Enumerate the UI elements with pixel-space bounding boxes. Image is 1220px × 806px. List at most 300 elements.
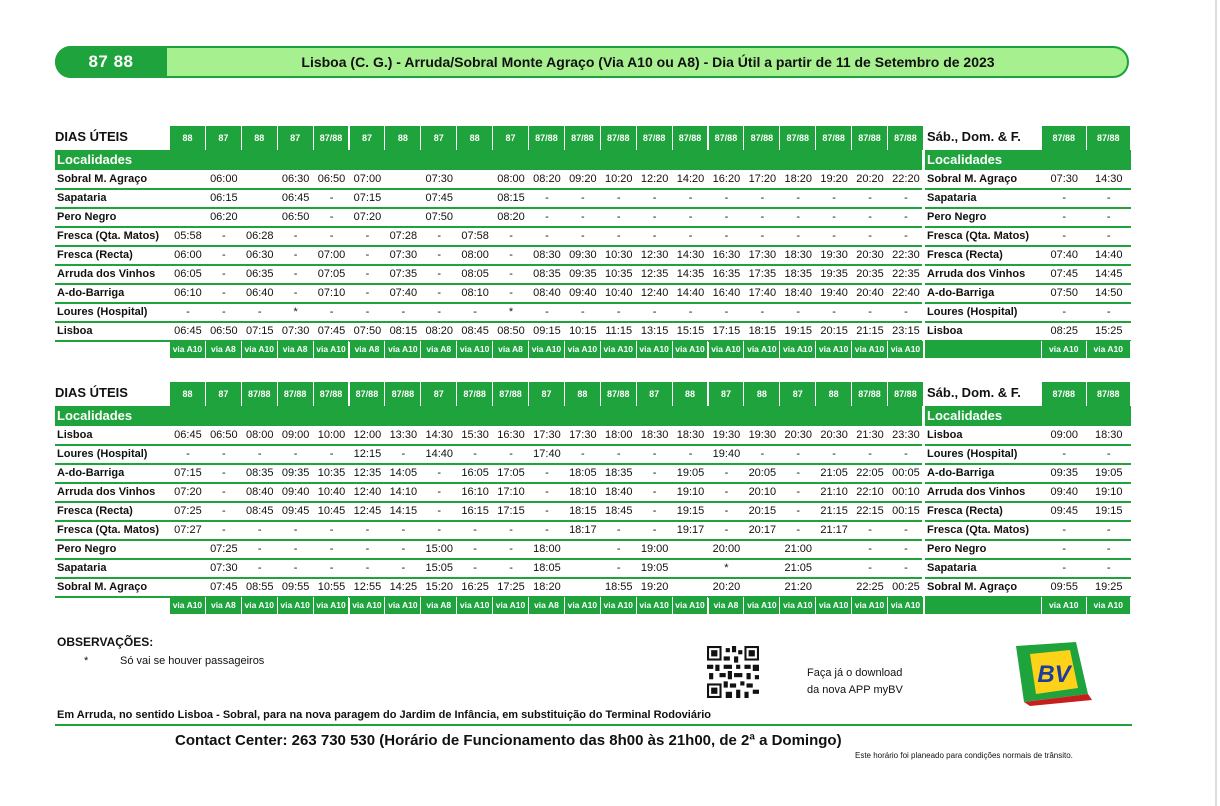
departure-time: 06:00 — [174, 249, 202, 261]
weekday-label: DIAS ÚTEIS — [55, 385, 128, 400]
departure-time: 20:30 — [856, 249, 884, 261]
via-cell: via A10 — [529, 341, 565, 358]
departure-time: - — [904, 448, 908, 460]
departure-time: 08:00 — [497, 173, 525, 185]
departure-time: 09:55 — [281, 581, 310, 593]
stop-name: Arruda dos Vinhos — [57, 268, 156, 280]
departure-time: - — [401, 524, 406, 536]
departure-time: 15:00 — [425, 543, 453, 555]
weekend-via-cell: via A10 — [1042, 341, 1087, 358]
departure-time: - — [832, 306, 836, 318]
weekend-departure-time: - — [1062, 543, 1067, 555]
departure-time: 08:40 — [245, 486, 274, 498]
departure-time: * — [508, 306, 514, 318]
route-header-cell: 88 — [385, 126, 421, 150]
page-edge — [1215, 0, 1217, 806]
weekend-departure-time: 19:25 — [1094, 581, 1123, 593]
departure-time: 07:40 — [389, 287, 418, 299]
departure-time: 08:05 — [461, 268, 489, 280]
departure-time: 17:30 — [533, 429, 561, 441]
departure-time: 06:15 — [210, 192, 238, 204]
departure-time: 22:15 — [856, 505, 884, 517]
via-cell: via A10 — [637, 597, 673, 614]
departure-time: 09:30 — [569, 249, 597, 261]
via-cell: via A10 — [457, 597, 493, 614]
departure-time: - — [401, 562, 406, 574]
departure-time: - — [796, 211, 801, 223]
departure-time: - — [329, 211, 334, 223]
route-header-cell: 88 — [673, 382, 709, 406]
departure-time: - — [724, 467, 729, 479]
departure-time: 18:40 — [604, 486, 633, 498]
departure-time: - — [257, 543, 262, 555]
weekend-departure-time: 09:35 — [1050, 467, 1079, 479]
departure-time: - — [796, 524, 801, 536]
departure-time: - — [616, 306, 621, 318]
departure-time: 20:15 — [748, 505, 777, 517]
departure-time: 06:10 — [174, 287, 202, 299]
departure-time: 16:15 — [461, 505, 489, 517]
departure-time: 06:45 — [174, 325, 202, 337]
departure-time: 19:40 — [712, 448, 741, 460]
departure-time: 18:05 — [569, 467, 597, 479]
route-header-cell: 88 — [170, 382, 206, 406]
departure-time: 14:30 — [425, 429, 453, 441]
departure-time: - — [796, 505, 801, 517]
via-cell: via A10 — [565, 597, 601, 614]
via-cell: via A10 — [170, 341, 206, 358]
route-header-cell: 87 — [709, 382, 745, 406]
departure-time — [744, 541, 780, 558]
route-header-cell: 87/88 — [314, 126, 350, 150]
departure-time: 06:20 — [210, 211, 238, 223]
departure-time: - — [760, 230, 765, 242]
departure-time: - — [545, 467, 549, 479]
weekend-departure-time: - — [1062, 562, 1067, 574]
departure-time — [565, 560, 601, 577]
route-header-cell: 87 — [350, 126, 386, 150]
departure-time: 22:40 — [892, 287, 920, 299]
weekend-departure-time: - — [1062, 448, 1067, 460]
departure-time: - — [760, 211, 765, 223]
departure-time: 18:20 — [784, 173, 812, 185]
departure-time: 00:10 — [892, 486, 920, 498]
departure-time: - — [401, 543, 406, 555]
departure-time: 19:00 — [640, 543, 669, 555]
departure-time: 10:30 — [604, 249, 633, 261]
departure-time: - — [868, 543, 872, 555]
weekend-departure-time: 14:30 — [1094, 173, 1123, 185]
departure-time: 07:58 — [461, 230, 489, 242]
departure-time: 18:05 — [533, 562, 561, 574]
via-cell: via A10 — [350, 597, 386, 614]
departure-time: - — [329, 192, 334, 204]
via-cell: via A10 — [170, 597, 206, 614]
departure-time: 22:30 — [892, 249, 920, 261]
departure-time: - — [365, 306, 370, 318]
via-cell: via A10 — [314, 341, 350, 358]
stop-row — [55, 209, 1131, 228]
departure-time: - — [437, 230, 442, 242]
departure-time: - — [688, 192, 693, 204]
departure-time: 18:35 — [604, 467, 633, 479]
departure-time: 12:35 — [640, 268, 669, 280]
departure-time — [457, 209, 493, 226]
departure-time: - — [581, 211, 585, 223]
departure-time: - — [222, 467, 226, 479]
departure-time: 07:10 — [317, 287, 346, 299]
via-cell: via A10 — [852, 597, 888, 614]
logo-text: BV — [1037, 661, 1071, 688]
via-cell: via A10 — [242, 597, 278, 614]
departure-time: - — [365, 268, 370, 280]
weekend-departure-time: 19:05 — [1094, 467, 1123, 479]
departure-time: - — [509, 524, 513, 536]
departure-time: - — [509, 230, 513, 242]
departure-time: 16:40 — [712, 287, 741, 299]
route-header-cell: 87/88 — [637, 126, 673, 150]
departure-time: - — [652, 467, 657, 479]
departure-time: 21:05 — [784, 562, 812, 574]
departure-time: 19:15 — [784, 325, 812, 337]
departure-time — [170, 579, 206, 596]
departure-time: 06:05 — [174, 268, 202, 280]
departure-time: - — [365, 543, 370, 555]
departure-time: 09:15 — [533, 325, 561, 337]
via-cell: via A10 — [314, 597, 350, 614]
departure-time: - — [581, 306, 585, 318]
departure-time: - — [652, 505, 657, 517]
stop-name: Pero Negro — [57, 211, 117, 223]
departure-time — [170, 541, 206, 558]
departure-time: 06:30 — [281, 173, 310, 185]
via-cell: via A10 — [816, 341, 852, 358]
route-header-cell: 87/88 — [852, 382, 888, 406]
via-cell: via A10 — [385, 341, 421, 358]
departure-time: 06:50 — [281, 211, 310, 223]
departure-time: - — [222, 505, 226, 517]
departure-time: 07:35 — [389, 268, 418, 280]
route-header-cell: 87/88 — [852, 126, 888, 150]
departure-time: 16:35 — [712, 268, 741, 280]
departure-time: 20:00 — [712, 543, 741, 555]
departure-time: 07:45 — [425, 192, 453, 204]
departure-time: 16:05 — [461, 467, 489, 479]
route-header-cell: 87/88 — [529, 126, 565, 150]
departure-time: 06:50 — [210, 325, 238, 337]
departure-time: 12:40 — [353, 486, 382, 498]
departure-time: 19:40 — [820, 287, 848, 299]
stop-name: Sapataria — [57, 192, 107, 204]
weekend-via-band — [925, 341, 1042, 358]
departure-time: 07:00 — [317, 249, 346, 261]
app-text-line1: Faça já o download — [807, 667, 903, 679]
stop-row — [55, 304, 1131, 323]
weekend-stop-name: A-do-Barriga — [927, 467, 995, 479]
departure-time: 18:30 — [784, 249, 812, 261]
departure-time: 09:20 — [569, 173, 597, 185]
departure-time: 00:05 — [892, 467, 920, 479]
weekend-via-cell: via A10 — [1087, 341, 1132, 358]
departure-time: 15:30 — [461, 429, 489, 441]
departure-time: - — [832, 448, 836, 460]
stop-row — [55, 228, 1131, 247]
departure-time: 20:30 — [820, 429, 848, 441]
departure-time: - — [652, 211, 657, 223]
departure-time: 19:30 — [820, 249, 848, 261]
route-header-cell: 88 — [457, 126, 493, 150]
stop-name: Lisboa — [57, 325, 93, 337]
stop-row — [55, 465, 1131, 484]
departure-time: 10:40 — [604, 287, 633, 299]
departure-time — [385, 209, 421, 226]
departure-time: 12:35 — [353, 467, 382, 479]
departure-time: 16:25 — [461, 581, 489, 593]
departure-time: 08:20 — [533, 173, 561, 185]
via-cell: via A8 — [493, 341, 529, 358]
departure-time: 07:15 — [174, 467, 202, 479]
qr-code-icon[interactable] — [707, 646, 759, 698]
stop-row — [55, 560, 1131, 579]
departure-time: - — [724, 211, 729, 223]
weekend-stop-name: Sobral M. Agraço — [927, 581, 1018, 593]
stop-name: Lisboa — [57, 429, 93, 441]
stop-name: A-do-Barriga — [57, 287, 125, 299]
departure-time: - — [796, 467, 801, 479]
departure-time: - — [401, 448, 406, 460]
route-header-cell: 87/88 — [888, 126, 924, 150]
departure-time — [816, 560, 852, 577]
weekend-departure-time: 14:50 — [1094, 287, 1123, 299]
departure-time: - — [509, 268, 513, 280]
departure-time: - — [616, 524, 621, 536]
departure-time: - — [796, 486, 801, 498]
contact-center: Contact Center: 263 730 530 (Horário de Funcionamento das 8h00 às 21h00, de 2ª a Domingo) — [175, 732, 842, 749]
departure-time: - — [222, 448, 226, 460]
departure-time: 19:20 — [820, 173, 848, 185]
departure-time: 23:15 — [892, 325, 920, 337]
route-title: Lisboa (C. G.) - Arruda/Sobral Monte Agraço (Via A10 ou A8) - Dia Útil a partir de 11 de Setembro de 2023 — [301, 54, 995, 70]
departure-time: 18:30 — [676, 429, 705, 441]
departure-time: 12:55 — [353, 581, 382, 593]
departure-time: - — [257, 306, 262, 318]
departure-time: 10:20 — [604, 173, 633, 185]
departure-time — [242, 209, 278, 226]
route-header-cell: 87 — [421, 126, 457, 150]
weekend-departure-time: 07:30 — [1050, 173, 1079, 185]
departure-time: 14:35 — [676, 268, 705, 280]
departure-time: - — [293, 448, 298, 460]
weekend-departure-time: - — [1106, 306, 1111, 318]
route-header-cell: 87 — [780, 382, 816, 406]
departure-time: - — [688, 211, 693, 223]
stop-name: Arruda dos Vinhos — [57, 486, 156, 498]
departure-time: 19:05 — [640, 562, 669, 574]
weekend-departure-time: 19:10 — [1094, 486, 1123, 498]
departure-time — [385, 190, 421, 207]
departure-time: - — [222, 287, 226, 299]
departure-time: - — [724, 192, 729, 204]
departure-time: 10:35 — [317, 467, 346, 479]
observations-symbol: * — [84, 655, 89, 667]
departure-time: 15:05 — [425, 562, 453, 574]
route-header-cell: 88 — [744, 382, 780, 406]
departure-time — [816, 579, 852, 596]
departure-time — [457, 171, 493, 188]
departure-time: 06:45 — [281, 192, 310, 204]
departure-time — [170, 209, 206, 226]
departure-time: - — [904, 543, 908, 555]
departure-time: - — [832, 230, 836, 242]
departure-time: 17:30 — [748, 249, 777, 261]
departure-time: 18:35 — [784, 268, 812, 280]
departure-time: 12:00 — [353, 429, 382, 441]
departure-time: - — [365, 524, 370, 536]
traffic-disclaimer: Este horário foi planeado para condições normais de trânsito. — [855, 751, 1073, 760]
via-cell: via A10 — [888, 341, 924, 358]
weekend-route-header-cell: 87/88 — [1087, 126, 1132, 150]
departure-time: - — [293, 268, 298, 280]
weekend-departure-time: - — [1062, 230, 1067, 242]
weekend-departure-time: - — [1106, 562, 1111, 574]
departure-time: - — [868, 211, 872, 223]
departure-time: 06:00 — [210, 173, 238, 185]
departure-time: 08:35 — [533, 268, 561, 280]
departure-time: 08:35 — [245, 467, 274, 479]
departure-time: 20:20 — [856, 173, 884, 185]
route-header-cell: 87 — [421, 382, 457, 406]
departure-time: - — [257, 524, 262, 536]
weekend-stop-name: Loures (Hospital) — [927, 448, 1018, 460]
departure-time: - — [581, 230, 585, 242]
departure-time: 12:20 — [640, 173, 669, 185]
departure-time: - — [652, 192, 657, 204]
departure-time: 22:25 — [856, 581, 884, 593]
departure-time: 08:10 — [461, 287, 489, 299]
departure-time: - — [724, 524, 729, 536]
departure-time: - — [222, 486, 226, 498]
departure-time: - — [222, 249, 226, 261]
departure-time: - — [401, 306, 406, 318]
departure-time: - — [365, 230, 370, 242]
departure-time: - — [186, 306, 190, 318]
departure-time: 12:45 — [353, 505, 382, 517]
via-cell: via A10 — [852, 341, 888, 358]
departure-time: 07:28 — [389, 230, 418, 242]
route-header-cell: 87/88 — [601, 126, 637, 150]
via-cell: via A10 — [565, 341, 601, 358]
via-cell: via A10 — [888, 597, 924, 614]
departure-time: - — [365, 287, 370, 299]
departure-time: 21:15 — [856, 325, 884, 337]
departure-time: - — [904, 192, 908, 204]
weekend-departure-time: 09:40 — [1050, 486, 1079, 498]
departure-time: 06:50 — [317, 173, 346, 185]
departure-time: - — [545, 306, 549, 318]
departure-time: 14:30 — [676, 249, 705, 261]
departure-time: 07:00 — [353, 173, 382, 185]
weekend-stop-name: Arruda dos Vinhos — [927, 268, 1026, 280]
departure-time: - — [293, 524, 298, 536]
departure-time: 20:15 — [820, 325, 848, 337]
departure-time: - — [473, 306, 477, 318]
departure-time: 09:45 — [281, 505, 310, 517]
weekend-departure-time: - — [1062, 192, 1067, 204]
route-header — [55, 46, 1129, 78]
departure-time: 17:05 — [497, 467, 525, 479]
departure-time: - — [652, 306, 657, 318]
departure-time: - — [473, 524, 477, 536]
weekend-departure-time: - — [1106, 192, 1111, 204]
route-header-cell: 87/88 — [350, 382, 386, 406]
departure-time — [744, 579, 780, 596]
departure-time: - — [473, 448, 477, 460]
departure-time: - — [652, 486, 657, 498]
departure-time: 16:10 — [461, 486, 489, 498]
departure-time: 22:05 — [856, 467, 884, 479]
departure-time: - — [257, 562, 262, 574]
departure-time — [673, 560, 709, 577]
departure-time: 07:30 — [210, 562, 238, 574]
departure-time — [565, 541, 601, 558]
departure-time — [816, 541, 852, 558]
departure-time: 20:30 — [784, 429, 812, 441]
departure-time: 00:25 — [892, 581, 920, 593]
departure-time: - — [437, 287, 442, 299]
route-header-cell: 87 — [493, 126, 529, 150]
departure-time: 18:40 — [784, 287, 812, 299]
weekend-departure-time: 18:30 — [1094, 429, 1123, 441]
departure-time: 08:20 — [497, 211, 525, 223]
weekend-stop-name: Pero Negro — [927, 211, 987, 223]
departure-time: 10:00 — [317, 429, 346, 441]
departure-time: 21:30 — [856, 429, 884, 441]
via-cell: via A8 — [350, 341, 386, 358]
weekend-departure-time: 07:40 — [1050, 249, 1079, 261]
stop-row — [55, 323, 1131, 342]
departure-time: 14:40 — [676, 287, 705, 299]
weekend-departure-time: 08:25 — [1050, 325, 1079, 337]
departure-time: * — [724, 562, 729, 574]
stop-name: Fresca (Recta) — [57, 505, 133, 517]
departure-time: - — [509, 543, 513, 555]
departure-time: 19:10 — [676, 486, 705, 498]
departure-time: 12:15 — [353, 448, 382, 460]
route-header-cell: 88 — [170, 126, 206, 150]
departure-time: - — [365, 562, 370, 574]
route-header-cell: 87 — [637, 382, 673, 406]
stop-name: Fresca (Qta. Matos) — [57, 230, 160, 242]
localidades-band: Localidades — [55, 150, 922, 170]
departure-time: 18:15 — [748, 325, 777, 337]
route-header-cell: 87/88 — [780, 126, 816, 150]
stop-row — [55, 522, 1131, 541]
via-cell: via A10 — [601, 341, 637, 358]
departure-time: 07:50 — [353, 325, 382, 337]
weekend-stop-name: Fresca (Recta) — [927, 249, 1003, 261]
departure-time: - — [293, 287, 298, 299]
departure-time: 18:00 — [604, 429, 633, 441]
departure-time: - — [868, 230, 872, 242]
departure-time: - — [904, 562, 908, 574]
weekday-label: DIAS ÚTEIS — [55, 129, 128, 144]
weekend-departure-time: 15:25 — [1094, 325, 1123, 337]
weekend-departure-time: 14:45 — [1094, 268, 1123, 280]
departure-time: 07:15 — [245, 325, 274, 337]
departure-time: 22:10 — [856, 486, 884, 498]
stop-row — [55, 171, 1131, 190]
route-header-cell: 87/88 — [242, 382, 278, 406]
